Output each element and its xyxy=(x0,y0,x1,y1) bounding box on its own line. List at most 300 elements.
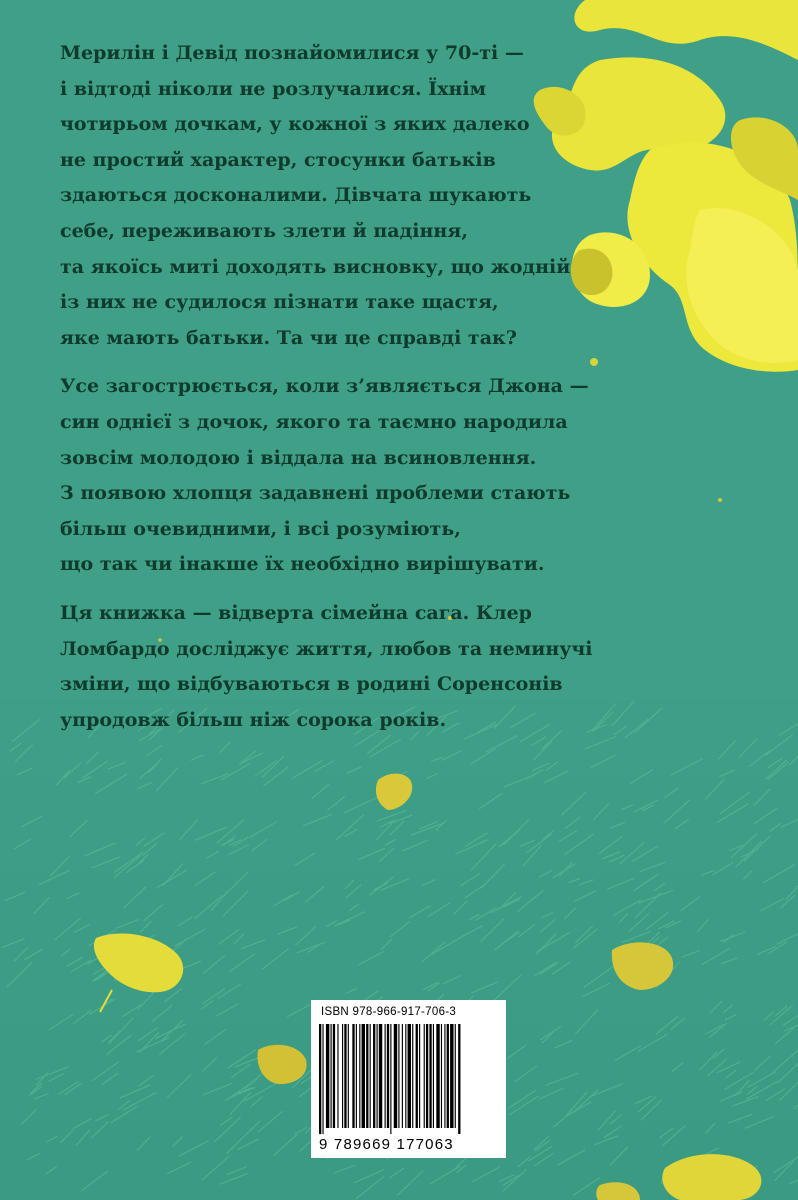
grass-stroke xyxy=(411,823,444,835)
barcode-bar xyxy=(394,1024,397,1128)
grass-stroke xyxy=(632,846,658,862)
grass-stroke xyxy=(655,883,666,890)
grass-stroke xyxy=(573,929,597,949)
grass-stroke xyxy=(137,1137,150,1152)
grass-stroke xyxy=(706,1123,715,1133)
grass-stroke xyxy=(621,805,633,810)
grass-stroke xyxy=(108,762,125,769)
grass-stroke xyxy=(159,1034,185,1055)
grass-stroke xyxy=(167,1162,191,1174)
grass-stroke xyxy=(764,1011,774,1021)
grass-stroke xyxy=(46,1167,57,1174)
grass-stroke xyxy=(443,975,461,984)
grass-stroke xyxy=(639,862,666,872)
grass-stroke xyxy=(211,892,228,911)
grass-stroke xyxy=(663,1125,686,1145)
grass-stroke xyxy=(594,1136,618,1145)
grass-stroke xyxy=(303,814,332,825)
blurb-line: себе, переживають злети й падіння, xyxy=(60,219,468,242)
grass-stroke xyxy=(50,856,70,876)
grass-stroke xyxy=(565,817,580,829)
grass-stroke xyxy=(74,924,91,933)
grass-stroke xyxy=(216,1004,239,1017)
grass-stroke xyxy=(220,1173,248,1184)
barcode-bar xyxy=(408,1024,411,1128)
grass-stroke xyxy=(681,896,701,911)
grass-stroke xyxy=(420,822,437,829)
barcode-bar xyxy=(402,1024,403,1128)
grass-stroke xyxy=(144,833,165,847)
grass-stroke xyxy=(27,1153,39,1160)
barcode-bar xyxy=(416,1024,418,1128)
grass-stroke xyxy=(607,878,634,889)
grass-stroke xyxy=(358,848,385,860)
grass-stroke xyxy=(760,899,783,911)
grass-stroke xyxy=(728,1114,752,1123)
grass-stroke xyxy=(60,1130,73,1143)
grass-stroke xyxy=(312,784,329,799)
grass-stroke xyxy=(481,864,504,888)
grass-stroke xyxy=(765,735,793,756)
grass-stroke xyxy=(73,1119,92,1129)
grass-stroke xyxy=(723,1005,733,1013)
grass-stroke xyxy=(327,797,345,811)
grass-stroke xyxy=(526,770,543,779)
barcode-bar xyxy=(326,1024,329,1128)
grass-stroke xyxy=(565,1092,587,1117)
grass-stroke xyxy=(305,886,324,902)
grass-stroke xyxy=(681,950,700,957)
grass-stroke xyxy=(102,1073,119,1085)
grass-stroke xyxy=(114,856,140,878)
grass-stroke xyxy=(527,834,552,853)
grass-stroke xyxy=(460,873,480,886)
barcode-bar xyxy=(373,1024,375,1128)
grass-stroke xyxy=(284,892,300,901)
grass-stroke xyxy=(580,880,594,885)
grass-stroke xyxy=(620,842,644,864)
barcode-bar xyxy=(370,1024,371,1128)
grass-stroke xyxy=(783,1012,798,1025)
grass-stroke xyxy=(471,844,496,870)
grass-stroke xyxy=(390,815,412,824)
grass-stroke xyxy=(659,1128,673,1138)
grass-stroke xyxy=(739,738,758,757)
grass-stroke xyxy=(542,913,553,918)
grass-stroke xyxy=(766,1089,785,1101)
grass-stroke xyxy=(139,1032,159,1053)
grass-stroke xyxy=(377,824,392,840)
blurb-line: та якоїсь миті доходять висновку, що жодній xyxy=(60,255,571,278)
grass-stroke xyxy=(67,893,80,899)
grass-stroke xyxy=(13,839,30,849)
barcode-bar xyxy=(377,1024,378,1128)
grass-stroke xyxy=(441,751,461,761)
barcode-bar xyxy=(344,1024,346,1128)
grass-stroke xyxy=(540,962,559,974)
blurb-line: більш очевидними, і всі розуміють, xyxy=(60,517,461,540)
grass-stroke xyxy=(195,872,215,886)
grass-stroke xyxy=(142,843,157,856)
blurb-paragraph-1 xyxy=(60,36,600,356)
grass-stroke xyxy=(574,891,596,902)
barcode-bar xyxy=(337,1024,338,1128)
grass-stroke xyxy=(634,874,658,891)
grass-stroke xyxy=(557,1150,585,1165)
blurb-line: упродовж більш ніж сорока років. xyxy=(60,708,447,731)
grass-stroke xyxy=(564,834,594,855)
isbn-barcode xyxy=(311,1000,506,1158)
grass-stroke xyxy=(111,1106,138,1123)
grass-stroke xyxy=(2,939,25,948)
grass-stroke xyxy=(14,744,33,762)
grass-stroke xyxy=(64,763,81,778)
grass-stroke xyxy=(656,1016,678,1034)
grass-stroke xyxy=(263,767,288,786)
barcode-bar xyxy=(385,1024,386,1128)
grass-stroke xyxy=(138,1075,154,1086)
grass-stroke xyxy=(274,1134,298,1156)
grass-stroke xyxy=(552,864,575,879)
barcode-bar xyxy=(352,1024,354,1128)
blurb-text xyxy=(60,36,600,751)
grass-stroke xyxy=(609,855,624,862)
grass-stroke xyxy=(561,792,585,815)
grass-stroke xyxy=(136,838,146,846)
grass-stroke xyxy=(201,774,229,784)
grass-stroke xyxy=(455,839,488,854)
grass-stroke xyxy=(553,1118,565,1127)
grass-stroke xyxy=(517,1156,530,1167)
grass-stroke xyxy=(634,800,658,812)
blurb-paragraph-3 xyxy=(60,596,600,738)
blurb-line: яке мають батьки. Та чи це справді так? xyxy=(60,326,517,349)
grass-stroke xyxy=(205,1029,226,1045)
grass-stroke xyxy=(665,788,679,798)
grass-stroke xyxy=(480,919,503,942)
grass-stroke xyxy=(767,758,782,769)
grass-stroke xyxy=(749,751,769,767)
grass-stroke xyxy=(346,885,361,898)
grass-stroke xyxy=(610,1147,628,1166)
barcode-bar xyxy=(436,1024,439,1128)
grass-stroke xyxy=(29,1086,42,1095)
grass-stroke xyxy=(658,937,668,945)
grass-stroke xyxy=(593,1084,623,1096)
grass-stroke xyxy=(385,839,396,845)
grass-stroke xyxy=(431,757,444,762)
grass-stroke xyxy=(503,1169,527,1191)
barcode-bar xyxy=(387,1024,389,1128)
grass-stroke xyxy=(49,1014,74,1030)
blurb-line: і відтоді ніколи не розлучалися. Їхнім xyxy=(60,77,487,100)
grass-stroke xyxy=(86,751,99,764)
grass-stroke xyxy=(720,932,746,942)
grass-stroke xyxy=(503,820,529,845)
grass-stroke xyxy=(545,1073,578,1085)
grass-stroke xyxy=(471,982,498,993)
grass-stroke xyxy=(203,1083,232,1095)
grass-stroke xyxy=(499,1175,514,1182)
grass-stroke xyxy=(515,1066,537,1082)
barcode-bar xyxy=(444,1024,445,1128)
grass-stroke xyxy=(671,759,703,775)
grass-stroke xyxy=(24,949,43,960)
blurb-line: чотирьом дочкам, у кожної з яких далеко xyxy=(60,113,530,136)
grass-stroke xyxy=(622,931,651,942)
grass-stroke xyxy=(540,919,556,932)
grass-stroke xyxy=(428,903,450,917)
grass-stroke xyxy=(203,955,225,973)
grass-stroke xyxy=(201,1000,213,1009)
blurb-line: зовсім молодою і віддала на всиновлення. xyxy=(60,446,537,469)
grass-stroke xyxy=(528,1147,552,1162)
grass-stroke xyxy=(744,836,771,862)
blurb-line: здаються досконалими. Дівчата шукають xyxy=(60,184,532,207)
grass-stroke xyxy=(202,1058,217,1072)
grass-stroke xyxy=(346,988,357,993)
barcode-bar xyxy=(424,1024,425,1128)
blurb-line: Мерилін і Девід познайомилися у 70-ті — xyxy=(60,42,524,64)
grass-stroke xyxy=(453,901,467,915)
grass-stroke xyxy=(140,921,152,932)
grass-stroke xyxy=(720,770,736,777)
grass-stroke xyxy=(635,708,663,733)
barcode-bar xyxy=(331,1024,332,1128)
grass-stroke xyxy=(5,892,25,901)
barcode-bar xyxy=(405,1024,406,1128)
barcode-bars xyxy=(319,1024,499,1134)
grass-stroke xyxy=(641,1100,661,1120)
blurb-line: син однієї з дочок, якого та таємно народила xyxy=(60,410,568,433)
grass-stroke xyxy=(231,1064,250,1078)
grass-stroke xyxy=(262,949,289,969)
barcode-bar xyxy=(348,1024,349,1128)
grass-stroke xyxy=(47,1136,58,1142)
grass-stroke xyxy=(116,920,139,929)
grass-stroke xyxy=(120,1085,151,1098)
grass-stroke xyxy=(297,942,325,953)
grass-stroke xyxy=(228,845,249,855)
grass-stroke xyxy=(721,958,738,964)
grass-stroke xyxy=(402,840,428,851)
grass-stroke xyxy=(460,926,483,938)
grass-stroke xyxy=(296,927,316,945)
grass-stroke xyxy=(344,797,379,813)
grass-stroke xyxy=(77,777,91,783)
barcode-bar xyxy=(390,1024,391,1134)
grass-stroke xyxy=(95,774,127,794)
blurb-line: не простий характер, стосунки батьків xyxy=(60,148,496,171)
grass-stroke xyxy=(250,822,277,838)
grass-stroke xyxy=(56,770,70,785)
barcode-bar xyxy=(398,1024,399,1128)
barcode-bar xyxy=(359,1024,360,1128)
grass-stroke xyxy=(167,1074,192,1098)
grass-stroke xyxy=(122,1005,141,1017)
grass-stroke xyxy=(229,954,254,972)
grass-stroke xyxy=(537,933,570,952)
grass-stroke xyxy=(638,1034,668,1052)
grass-stroke xyxy=(61,949,71,956)
grass-stroke xyxy=(494,975,521,1000)
grass-stroke xyxy=(503,932,520,943)
barcode-bar xyxy=(455,1024,456,1128)
grass-stroke xyxy=(338,920,351,925)
grass-stroke xyxy=(763,865,795,883)
grass-stroke xyxy=(175,929,207,947)
grass-stroke xyxy=(173,939,186,951)
grass-stroke xyxy=(604,1126,622,1138)
grass-stroke xyxy=(539,1088,563,1099)
grass-stroke xyxy=(698,919,709,931)
grass-stroke xyxy=(36,1067,69,1080)
grass-stroke xyxy=(745,1117,774,1129)
grass-stroke xyxy=(784,1019,798,1031)
grass-stroke xyxy=(96,1115,109,1121)
grass-stroke xyxy=(358,951,384,965)
barcode-bar xyxy=(342,1024,343,1128)
grass-stroke xyxy=(642,805,654,811)
grass-stroke xyxy=(638,890,673,903)
grass-stroke xyxy=(179,1141,208,1156)
barcode-bar xyxy=(433,1024,434,1128)
grass-stroke xyxy=(397,1171,423,1195)
grass-stroke xyxy=(725,1015,737,1021)
blurb-line: Ця книжка — відверта сімейна сага. Клер xyxy=(60,601,532,624)
barcode-bar xyxy=(450,1024,453,1128)
grass-stroke xyxy=(713,863,734,875)
grass-stroke xyxy=(536,933,556,954)
grass-stroke xyxy=(794,1089,798,1109)
grass-stroke xyxy=(789,1171,798,1184)
grass-stroke xyxy=(544,771,568,783)
grass-stroke xyxy=(221,763,250,779)
grass-stroke xyxy=(735,841,762,868)
grass-stroke xyxy=(49,1074,64,1082)
barcode-digits: 9 789669 177063 xyxy=(319,1136,454,1153)
grass-stroke xyxy=(82,1171,108,1191)
grass-stroke xyxy=(191,755,204,761)
grass-stroke xyxy=(743,871,752,880)
grass-stroke xyxy=(21,1109,37,1125)
barcode-bar xyxy=(379,1024,382,1128)
grass-stroke xyxy=(472,1167,499,1182)
grass-stroke xyxy=(731,834,757,858)
grass-stroke xyxy=(263,756,284,777)
barcode-bar xyxy=(458,1024,460,1134)
grass-stroke xyxy=(124,887,146,908)
grass-stroke xyxy=(180,820,198,840)
grass-stroke xyxy=(672,1063,683,1072)
grass-stroke xyxy=(206,851,219,859)
grass-stroke xyxy=(390,922,409,937)
grass-stroke xyxy=(92,1062,119,1081)
grass-stroke xyxy=(252,839,268,851)
barcode-bar xyxy=(322,1024,323,1134)
grass-stroke xyxy=(584,966,614,987)
grass-stroke xyxy=(555,1040,573,1048)
grass-stroke xyxy=(95,972,109,981)
grass-stroke xyxy=(233,934,244,945)
grass-stroke xyxy=(790,755,798,765)
grass-stroke xyxy=(390,1168,404,1178)
barcode-bar xyxy=(441,1024,442,1128)
grass-stroke xyxy=(106,1035,131,1055)
grass-stroke xyxy=(379,820,395,828)
grass-stroke xyxy=(118,1100,129,1109)
blurb-line: що так чи інакше їх необхідно вирішувати. xyxy=(60,553,545,576)
grass-stroke xyxy=(770,823,782,831)
grass-stroke xyxy=(278,927,297,934)
grass-stroke xyxy=(465,885,485,899)
grass-stroke xyxy=(82,761,108,778)
grass-stroke xyxy=(228,1050,256,1069)
blurb-line: Ломбардо досліджує життя, любов та неминучі xyxy=(60,637,593,660)
grass-stroke xyxy=(479,793,503,809)
grass-stroke xyxy=(274,895,292,906)
grass-stroke xyxy=(152,1005,172,1021)
grass-stroke xyxy=(721,1092,742,1101)
grass-stroke xyxy=(718,741,736,760)
grass-stroke xyxy=(138,782,152,788)
grass-stroke xyxy=(347,767,362,774)
grass-stroke xyxy=(294,853,315,866)
grass-stroke xyxy=(314,761,334,772)
grass-stroke xyxy=(491,897,522,913)
blurb-line: Усе загострюється, коли з’являється Джона — xyxy=(60,375,589,398)
barcode-bar xyxy=(447,1024,449,1128)
grass-stroke xyxy=(34,897,49,913)
grass-stroke xyxy=(73,1010,91,1023)
grass-stroke xyxy=(144,904,163,920)
grass-stroke xyxy=(573,1178,600,1196)
grass-stroke xyxy=(599,836,622,854)
grass-stroke xyxy=(109,1031,120,1042)
grass-stroke xyxy=(564,1102,591,1118)
grass-stroke xyxy=(17,768,32,775)
grass-stroke xyxy=(138,1028,158,1042)
grass-stroke xyxy=(67,957,83,966)
barcode-bar xyxy=(366,1024,368,1128)
barcode-bar xyxy=(333,1024,335,1128)
grass-stroke xyxy=(251,1096,263,1107)
grass-stroke xyxy=(507,1045,526,1059)
grass-stroke xyxy=(732,1096,759,1106)
grass-stroke xyxy=(611,822,626,828)
grass-stroke xyxy=(754,789,770,805)
grass-stroke xyxy=(349,904,359,911)
grass-stroke xyxy=(227,1133,248,1154)
grass-stroke xyxy=(202,1156,230,1180)
barcode-bar xyxy=(419,1024,420,1128)
grass-stroke xyxy=(768,762,789,780)
grass-stroke xyxy=(520,840,535,846)
grass-stroke xyxy=(92,857,121,868)
grass-stroke xyxy=(558,831,577,843)
grass-stroke xyxy=(754,1056,770,1070)
grass-stroke xyxy=(619,913,628,923)
grass-stroke xyxy=(109,1018,134,1044)
grass-stroke xyxy=(427,774,438,779)
grass-stroke xyxy=(381,939,392,950)
grass-stroke xyxy=(157,870,188,888)
grass-stroke xyxy=(646,912,669,930)
barcode-bar xyxy=(356,1024,357,1128)
grass-stroke xyxy=(430,1166,460,1184)
barcode-bar xyxy=(362,1024,365,1128)
grass-stroke xyxy=(422,942,445,962)
